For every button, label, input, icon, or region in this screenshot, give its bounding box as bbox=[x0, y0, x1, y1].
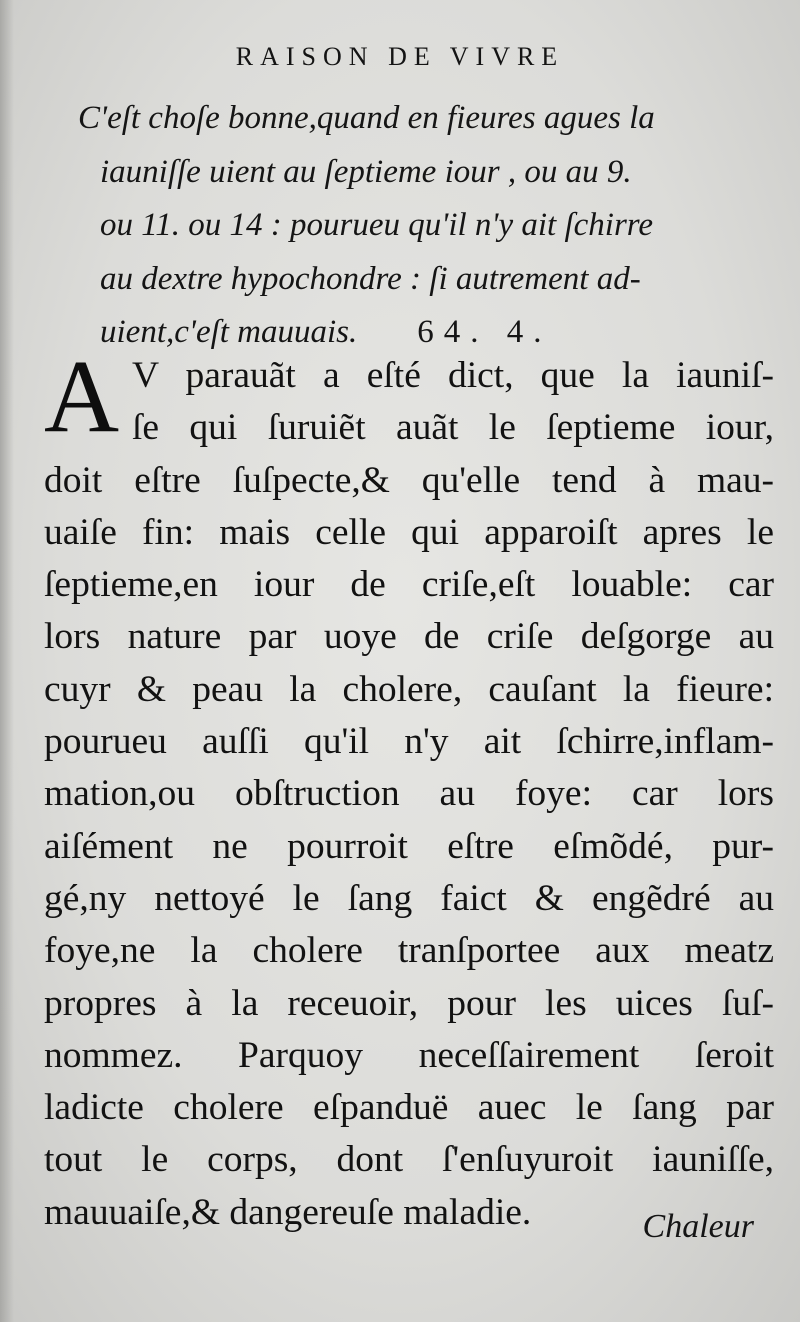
aphorism-line: ou 11. ou 14 : pourueu qu'il n'y ait ſchirre bbox=[100, 207, 654, 243]
aphorism-italic bbox=[78, 92, 768, 360]
aphorism-line: au dextre hypochondre : ſi autrement ad- bbox=[100, 260, 641, 297]
drop-cap: A bbox=[44, 339, 120, 454]
text-line: ladicte cholere eſpanduë auec le ſang par bbox=[44, 1087, 774, 1129]
text-line: cuyr & peau la cholere, cauſant la fieure: bbox=[44, 668, 774, 710]
text-line: ſe qui ſuruiẽt auãt le ſeptieme iour, bbox=[132, 407, 774, 449]
text-line: propres à la receuoir, pour les uices ſuſ- bbox=[44, 982, 774, 1024]
text-line: gé,ny nettoyé le ſang faict & engẽdré au bbox=[44, 877, 774, 919]
aphorism-line: iauniſſe uient au ſeptieme iour , ou au 9. bbox=[100, 153, 632, 190]
text-line: V parauãt a eſté dict, que la iauniſ- bbox=[132, 355, 774, 396]
aphorism-reference: 64. 4. bbox=[417, 314, 552, 350]
text-line: ſeptieme,en iour de criſe,eſt louable: car bbox=[44, 564, 774, 606]
text-line: lors nature par uoye de criſe deſgorge au bbox=[44, 616, 774, 658]
text-line: tout le corps, dont ſ'enſuyuroit iauniſſe, bbox=[44, 1139, 774, 1181]
running-head: RAISON DE VIVRE bbox=[235, 42, 565, 71]
text-line: mation,ou obſtruction au foye: car lors bbox=[44, 773, 774, 815]
aphorism-line: C'eſt choſe bonne,quand en fieures agues la bbox=[78, 100, 655, 136]
text-line: aiſément ne pourroit eſtre eſmõdé, pur- bbox=[44, 825, 774, 867]
catchword: Chaleur bbox=[642, 1208, 754, 1245]
page-edge-shadow bbox=[0, 0, 14, 1322]
commentary-text bbox=[44, 339, 774, 1239]
text-line: mauuaiſe,& dangereuſe maladie. bbox=[44, 1191, 532, 1233]
text-line: foye,ne la cholere tranſportee aux meatz bbox=[44, 930, 774, 972]
text-line: doit eſtre ſuſpecte,& qu'elle tend à mau- bbox=[44, 459, 774, 501]
text-line: pourueu auſſi qu'il n'y ait ſchirre,inflam- bbox=[44, 721, 774, 763]
aphorism-line-end: uient,c'eſt mauuais. bbox=[100, 314, 358, 350]
text-line: nommez. Parquoy neceſſairement ſeroit bbox=[44, 1034, 774, 1076]
text-line: uaiſe fin: mais celle qui apparoiſt apres le bbox=[44, 511, 774, 553]
